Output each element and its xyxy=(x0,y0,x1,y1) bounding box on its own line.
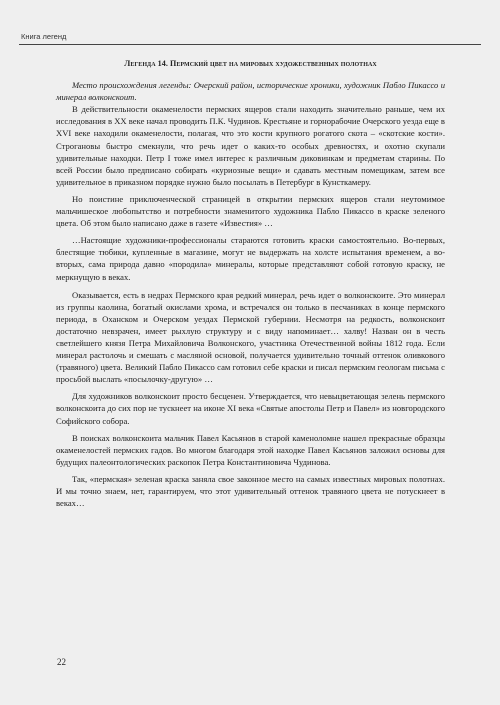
legend-title xyxy=(56,58,445,70)
paragraph-5: Для художников волконскоит просто бесценен. Утверждается, что невыцветающая зелень пермского волконскоита до сих пор не тускнеет на иконе XI века «Святые апостолы Петр и Павел» из новгородского Софийского собора. xyxy=(56,391,445,426)
legend-number: Легенда 14. xyxy=(124,59,168,68)
header-rule xyxy=(19,44,481,45)
paragraph-1: В действительности окаменелости пермских ящеров стали находить значительно раньше, чем их исследования в XX веке начал проводить П.К. Чудинов. Крестьяне и горнорабочие Очерского уезда еще в XVI веке находили окаменелости, полагая, что это кости крупного рогатого скота – «скотские кости». Строгановы быстро смекнули, что речь идет о каких-то особых древностях, и охотно скупали удивительные находки. Петр I тоже имел интерес к различным диковинкам и предметам старины. По всей России было предписано собирать «куриозные вещи» и сдавать местным помещикам, затем все удивительное в приказном порядке нужно было посылать в Петербург в Кунсткамеру. xyxy=(56,104,445,187)
legend-origin: Место происхождения легенды: Очерский район, исторические хроники, художник Пабло Пикассо и минерал волконскоит. xyxy=(56,80,445,103)
paragraph-2: Но поистине приключенческой страницей в открытии пермских ящеров стали неутомимое мальчишеское любопытство и потребности знаменитого художника Пабло Пикассо в краске зеленого цвета. Об этом было написано даже в газете «Известия» … xyxy=(56,193,445,229)
running-head: Книга легенд xyxy=(21,32,67,41)
legend-title-text: Пермский цвет на мировых художественных полотнах xyxy=(170,59,377,68)
quote-paragraph: …Настоящие художники-профессионалы стараются готовить краски самостоятельно. Во-первых, блестящие тюбики, купленные в магазине, могут не выдержать на холсте испытания временем, а во-вторых, сама природа давно «породила» минералы, которые представляют собой готовую краску, не меркнущую в веках. xyxy=(56,235,445,282)
page-number: 22 xyxy=(57,657,66,667)
page-content xyxy=(56,58,445,509)
paragraph-7: Так, «пермская» зеленая краска заняла свое законное место на самых известных мировых полотнах. И мы точно знаем, нет, гарантируем, что этот удивительный оттенок травяного цвета не потускнеет в веках… xyxy=(56,473,445,509)
paragraph-6: В поисках волконскоита мальчик Павел Касьянов в старой каменоломне нашел прекрасные образцы окаменелостей пермских гадов. Во многом благодаря этой находке Павел Касьянов заложил основы для будущих палеонтологических раскопок Петра Константиновича Чудинова. xyxy=(56,432,445,467)
paragraph-4: Оказывается, есть в недрах Пермского края редкий минерал, речь идет о волконскоите. Это минерал из группы каолина, богатый окислами хрома, и встречался он только в песчаниках в конце пермского периода, в Оханском и Очерском уездах Пермской губернии. Несмотря на редкость, волконскоит достаточно невзрачен, имеет рыхлую структуру и с виду напоминает… халву! Назван он в честь светлейшего князя Петра Михайловича Волконского, участника Отечественной войны 1812 года. Если минерал растолочь и смешать с масляной основой, получается удивительно точный оттенок оливкового (травяного) цвета. Великий Пабло Пикассо сам готовил себе краски и писал пермским геологам письма с просьбой выслать «посылочку-другую» … xyxy=(56,289,445,385)
